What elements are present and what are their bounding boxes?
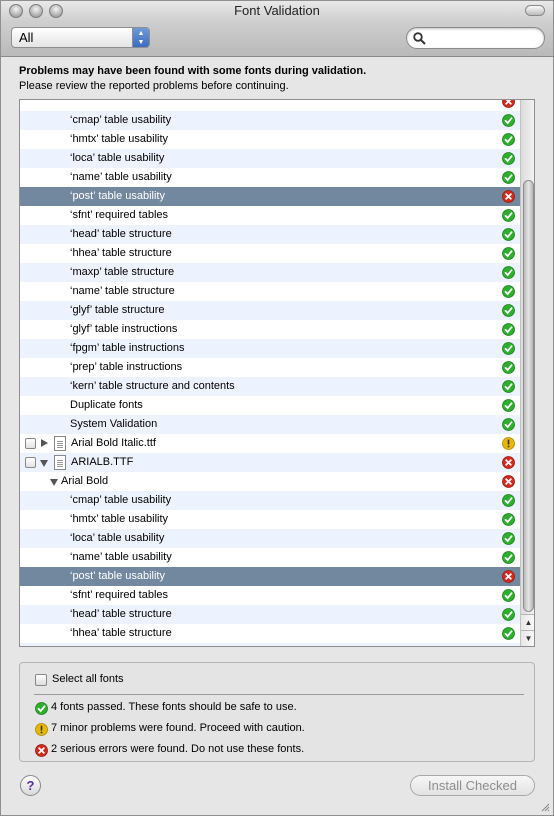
row-label: System Validation [70,418,158,430]
disclosure-open-icon[interactable] [50,479,58,486]
green-check-icon [502,494,515,507]
row-label: ‘glyf’ table instructions [70,323,178,335]
toolbar-toggle-button[interactable] [525,5,545,16]
zoom-window-button[interactable] [49,4,63,18]
validation-check-row[interactable] [20,586,520,605]
green-check-icon [502,266,515,279]
green-check-icon [502,152,515,165]
title-bar [1,1,553,21]
validation-check-row[interactable] [20,320,520,339]
row-label: ‘name’ table usability [70,551,172,563]
green-check-icon [502,551,515,564]
row-label: ‘head’ table structure [70,608,172,620]
row-label: Duplicate fonts [70,399,143,411]
green-check-icon [502,513,515,526]
font-file-icon [54,436,66,451]
row-label: ‘sfnt’ required tables [70,209,169,221]
popup-arrows-icon: ▲ ▼ [132,28,149,47]
red-x-icon [502,475,515,488]
scrollbar-thumb[interactable] [523,180,534,612]
validation-check-row[interactable] [20,111,520,130]
filter-value: All [19,30,34,45]
green-check-icon [502,133,515,146]
validation-check-row[interactable] [20,358,520,377]
validation-check-row[interactable] [20,415,520,434]
row-label: ‘hmtx’ table usability [70,133,169,145]
green-check-icon [502,342,515,355]
validation-check-row[interactable] [20,301,520,320]
row-label: ‘hmtx’ table usability [70,513,169,525]
validation-check-row[interactable] [20,187,520,206]
validation-check-row[interactable] [20,396,520,415]
scroll-up-arrow-icon[interactable]: ▲ [521,614,535,630]
checkbox-icon[interactable] [35,674,47,686]
toolbar [1,21,553,57]
summary-box [19,662,535,762]
font-file-icon [54,455,66,470]
serious-text: 2 serious errors were found. Do not use these fonts. [51,743,305,755]
red-x-icon [502,190,515,203]
row-label: ‘name’ table usability [70,171,172,183]
row-label: ‘kern’ table structure and contents [70,380,235,392]
validation-check-row[interactable] [20,130,520,149]
red-x-icon [502,570,515,583]
validation-check-row[interactable] [20,244,520,263]
row-label: Arial Bold Italic.ttf [71,437,156,449]
row-label: ‘hhea’ table structure [70,247,172,259]
validation-detail: Please review the reported problems before continuing. [19,80,289,92]
row-label: ‘maxp’ table structure [70,266,175,278]
row-label: ‘head’ table structure [70,228,172,240]
validation-check-row[interactable] [20,206,520,225]
validation-check-row[interactable] [20,225,520,244]
green-check-icon [502,627,515,640]
search-icon [413,32,426,45]
close-window-button[interactable] [9,4,23,18]
green-check-icon [502,304,515,317]
green-check-icon [502,380,515,393]
window-title: Font Validation [234,3,320,18]
green-check-icon [502,209,515,222]
minor-text: 7 minor problems were found. Proceed with caution. [51,722,305,734]
validation-check-row[interactable] [20,282,520,301]
green-check-icon [502,532,515,545]
passed-text: 4 fonts passed. These fonts should be safe to use. [51,701,297,713]
row-label: ‘hhea’ table structure [70,627,172,639]
select-all-label: Select all fonts [52,673,124,685]
font-file-checkbox[interactable] [25,438,36,449]
row-label: ‘loca’ table usability [70,152,165,164]
green-check-icon [502,608,515,621]
font-file-checkbox[interactable] [25,457,36,468]
scroll-down-arrow-icon[interactable]: ▼ [521,630,535,646]
vertical-scrollbar[interactable] [520,100,535,646]
validation-check-row[interactable] [20,510,520,529]
validation-check-row[interactable] [20,567,520,586]
green-check-icon [502,228,515,241]
validation-check-row[interactable] [20,548,520,567]
row-label: ‘loca’ table usability [70,532,165,544]
validation-check-row[interactable] [20,643,520,647]
yellow-exclamation-icon [502,437,515,450]
red-x-icon [502,456,515,469]
red-x-icon [502,99,515,108]
validation-check-row[interactable] [20,605,520,624]
minimize-window-button[interactable] [29,4,43,18]
validation-results-list[interactable] [19,99,535,647]
search-field[interactable] [406,27,545,49]
validation-check-row[interactable] [20,99,520,111]
results-rows [20,99,520,647]
validation-headline: Problems may have been found with some fonts during validation. [19,65,367,77]
validation-check-row[interactable] [20,168,520,187]
validation-check-row[interactable] [20,263,520,282]
row-label: ‘sfnt’ required tables [70,589,169,601]
green-check-icon [502,589,515,602]
green-check-icon [502,114,515,127]
validation-check-row[interactable] [20,491,520,510]
disclosure-closed-icon[interactable] [41,439,48,447]
row-label: ‘name’ table structure [70,285,175,297]
disclosure-open-icon[interactable] [40,460,48,467]
green-check-icon [502,361,515,374]
validation-check-row[interactable] [20,529,520,548]
install-checked-button[interactable]: Install Checked [410,775,535,796]
validation-check-row[interactable] [20,624,520,643]
resize-grip-icon[interactable] [540,802,550,812]
font-row[interactable] [20,472,520,491]
filter-popup[interactable] [11,27,150,48]
font-file-row[interactable] [20,453,520,472]
green-check-icon [35,702,48,715]
row-label: ‘post’ table usability [70,190,165,202]
green-check-icon [502,418,515,431]
green-check-icon [502,171,515,184]
row-label: ‘fpgm’ table instructions [70,342,185,354]
green-check-icon [502,399,515,412]
yellow-exclamation-icon [35,723,48,736]
font-file-row[interactable] [20,434,520,453]
validation-check-row[interactable] [20,339,520,358]
green-check-icon [502,285,515,298]
green-check-icon [502,646,515,647]
green-check-icon [502,323,515,336]
validation-check-row[interactable] [20,377,520,396]
row-label: ARIALB.TTF [71,456,134,468]
red-x-icon [35,744,48,757]
row-label: ‘glyf’ table structure [70,304,165,316]
validation-check-row[interactable] [20,149,520,168]
green-check-icon [502,247,515,260]
row-label: ‘post’ table usability [70,570,165,582]
help-button[interactable]: ? [20,775,41,796]
row-label: ‘prep’ table instructions [70,361,183,373]
summary-divider [34,694,524,695]
row-label: ‘cmap’ table usability [70,114,172,126]
row-label: Arial Bold [61,475,109,487]
row-label: ‘cmap’ table usability [70,494,172,506]
